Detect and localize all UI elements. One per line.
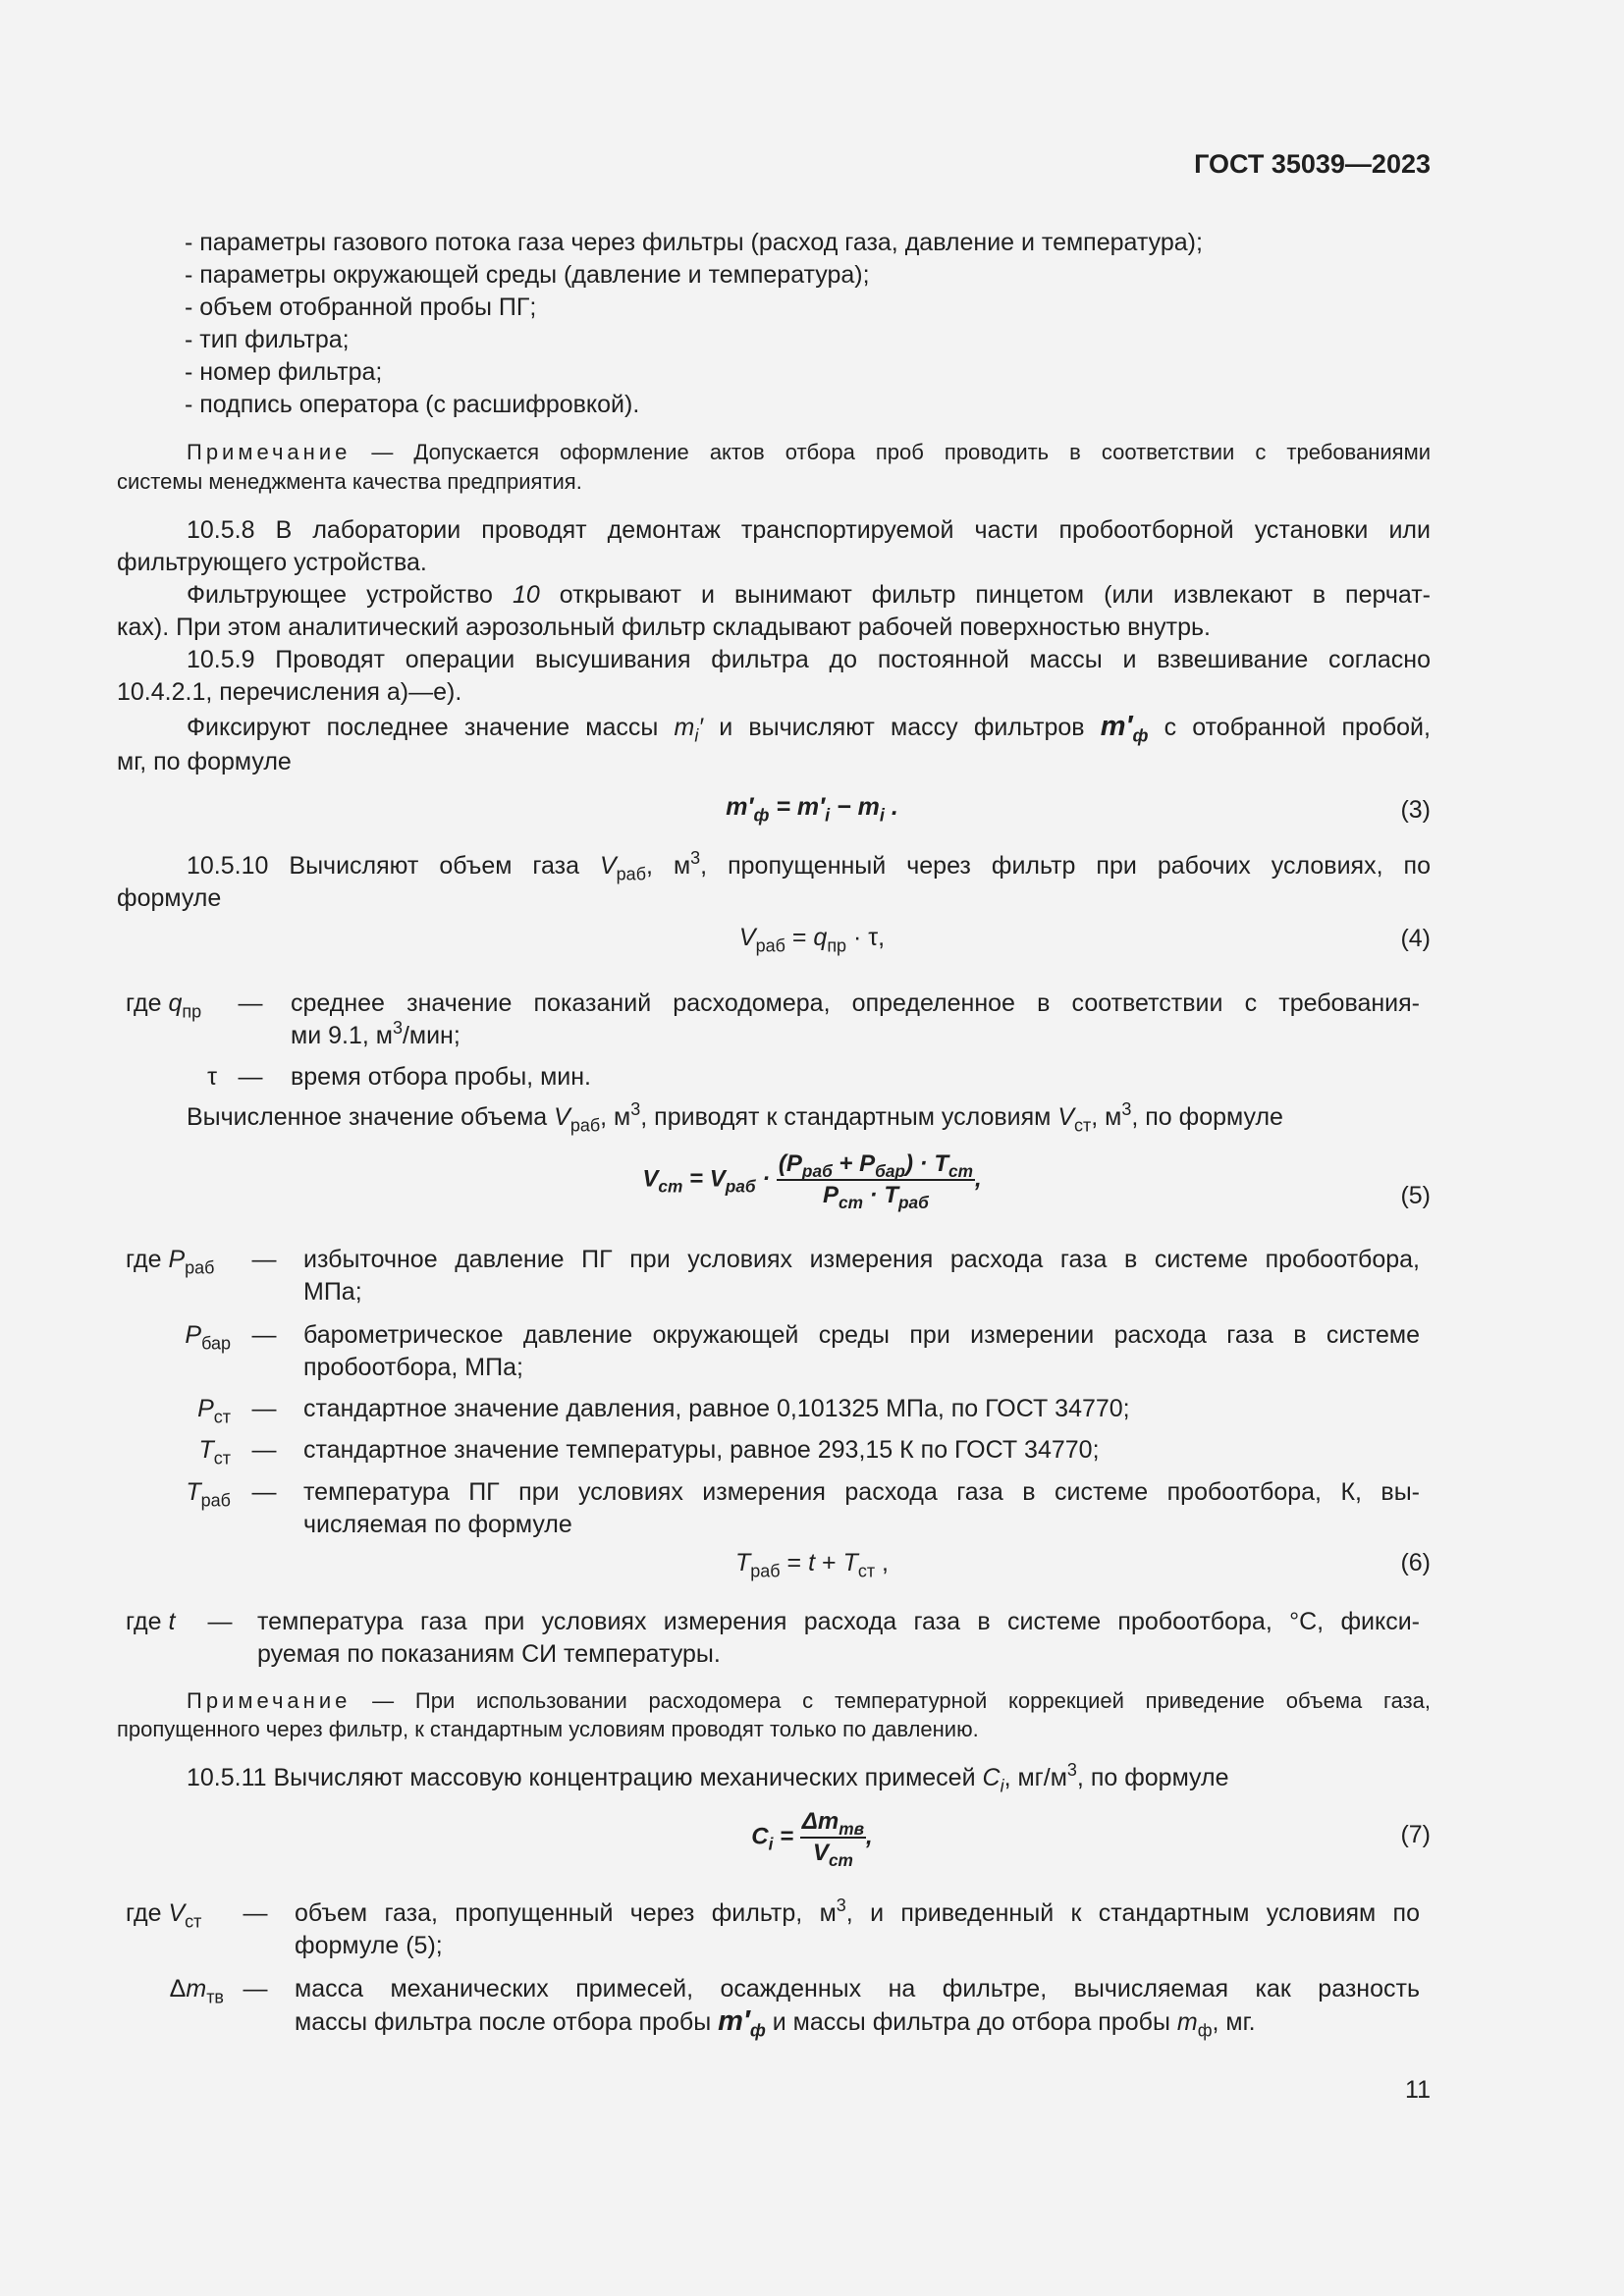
list-item: - номер фильтра; <box>185 358 383 386</box>
dash: — <box>238 989 263 1017</box>
where-t-symbol: где t <box>126 1608 176 1635</box>
formula-7: $C_i$ = $\frac{\Delta m_{тв}}{V_{ст}}$ , <box>751 1808 873 1871</box>
note-label: Примечание <box>187 1688 352 1713</box>
note-label: Примечание <box>187 440 352 464</box>
list-item: - параметры газового потока газа через фильтры (расход газа, давление и температура); <box>185 229 1203 256</box>
note-1-line2: системы менеджмента качества предприятия. <box>117 469 582 494</box>
paragraph-10-5-8-line2: фильтрующего устройства. <box>117 549 427 576</box>
where-q-definition: среднее значение показаний расходомера, определенное в соответствии с требования- <box>291 989 1420 1017</box>
equation-number: (6) <box>1400 1549 1431 1576</box>
dash: — <box>251 1395 277 1422</box>
where-q-symbol: где $q_{пр}$ <box>126 989 202 1022</box>
paragraph-10-5-11: 10.5.11 Вычисляют массовую концентрацию механических примесей $C_i$, $мг/м^3$, по формуле <box>187 1760 1229 1796</box>
paragraph-filter-line2: ках). При этом аналитический аэрозольный фильтр складывают рабочей поверхностью внутрь. <box>117 614 1211 641</box>
fraction: $\frac{(P_{раб} + P_{бар}) \cdot T_{ст}}{P_{ст} \cdot T_{раб}}$ <box>778 1150 973 1213</box>
dash: — <box>251 1246 277 1273</box>
dash: — <box>207 1608 233 1635</box>
dash: — <box>243 1899 268 1927</box>
list-item: - подпись оператора (с расшифровкой). <box>185 391 640 418</box>
where-p-st-symbol: $P_{ст}$ <box>197 1395 231 1427</box>
where-v-st-definition: объем газа, пропущенный через фильтр, $м^3$, и приведенный к стандартным условиям по <box>295 1896 1420 1927</box>
dash: — <box>251 1478 277 1506</box>
paragraph-fix-line2: мг, по формуле <box>117 748 292 775</box>
where-q-definition-line2: ми 9.1, $м^3$/мин; <box>291 1018 460 1049</box>
equation-number: (7) <box>1400 1821 1431 1848</box>
where-p-st-definition: стандартное значение давления, равное 0,101325 МПа, по ГОСТ 34770; <box>303 1395 1130 1422</box>
document-header: ГОСТ 35039—2023 <box>1194 149 1431 179</box>
where-p-rab-symbol: где $P_{раб}$ <box>126 1246 215 1278</box>
paragraph-10-5-10-line2: формуле <box>117 884 222 912</box>
paragraph-10-5-9-line2: 10.4.2.1, перечисления а)—е). <box>117 678 462 706</box>
dash: — <box>238 1063 263 1091</box>
where-t-rab-definition: температура ПГ при условиях измерения расхода газа в системе пробоотбора, К, вы- <box>303 1478 1420 1506</box>
where-v-st-symbol: где $V_{ст}$ <box>126 1899 202 1932</box>
note-2-line2: пропущенного через фильтр, к стандартным условиям проводят только по давлению. <box>117 1717 979 1741</box>
where-tau-definition: время отбора пробы, мин. <box>291 1063 591 1091</box>
where-t-rab-definition-line2: числяемая по формуле <box>303 1511 572 1538</box>
page-number: 11 <box>1405 2076 1431 2104</box>
where-delta-m-definition: масса механических примесей, осажденных на фильтре, вычисляемая как разность <box>295 1975 1420 2002</box>
equation-number: (3) <box>1400 796 1431 824</box>
where-p-bar-symbol: $P_{бар}$ <box>185 1321 231 1354</box>
where-t-definition: температура газа при условиях измерения расхода газа в системе пробоотбора, °С, фикси- <box>257 1608 1420 1635</box>
formula-3: $m'_ф = m'_i - m_i$ . <box>726 793 898 826</box>
equation-number: (4) <box>1400 925 1431 952</box>
where-t-definition-line2: руемая по показаниям СИ температуры. <box>257 1640 721 1668</box>
where-t-st-symbol: $T_{ст}$ <box>198 1436 231 1468</box>
where-tau-symbol: τ <box>207 1063 217 1091</box>
where-delta-m-definition-line2: массы фильтра после отбора пробы $m'_ф$ и массы фильтра до отбора пробы $m_ф$, мг. <box>295 2005 1256 2041</box>
where-p-bar-definition-line2: пробоотбора, МПа; <box>303 1354 523 1381</box>
where-p-rab-definition: избыточное давление ПГ при условиях измерения расхода газа в системе пробоотбора, <box>303 1246 1420 1273</box>
paragraph-filter: Фильтрующее устройство 10 открывают и вынимают фильтр пинцетом (или извлекают в перчат- <box>187 581 1431 609</box>
formula-4: $V_{раб} = q_{пр} \cdot \tau$, <box>738 924 886 956</box>
where-v-st-definition-line2: формуле (5); <box>295 1932 443 1959</box>
formula-6: $T_{раб} = t + T_{ст}$ , <box>734 1549 889 1581</box>
list-item: - объем отобранной пробы ПГ; <box>185 294 537 321</box>
equation-number: (5) <box>1400 1182 1431 1209</box>
paragraph-fix: Фиксируют последнее значение массы $m_i'$ и вычисляют массу фильтров $m'_ф$ с отобранной пробой, <box>187 711 1431 746</box>
formula-5: $V_{ст} = V_{раб}$ · $\frac{(P_{раб} + P_{бар}) \cdot T_{ст}}{P_{ст} \cdot T_{раб}}$ , <box>642 1150 982 1213</box>
paragraph-10-5-8: 10.5.8 В лаборатории проводят демонтаж транспортируемой части пробоотборной установки или <box>187 516 1431 544</box>
paragraph-conversion: Вычисленное значение объема $V_{раб}$, $м^3$, приводят к стандартным условиям $V_{ст}$, $м^3$, по формуле <box>187 1099 1283 1136</box>
dash: — <box>251 1321 277 1349</box>
paragraph-10-5-10: 10.5.10 Вычисляют объем газа $V_{раб}$, $м^3$, пропущенный через фильтр при рабочих условиях, по <box>187 848 1431 884</box>
list-item: - параметры окружающей среды (давление и температура); <box>185 261 870 289</box>
paragraph-10-5-9: 10.5.9 Проводят операции высушивания фильтра до постоянной массы и взвешивание согласно <box>187 646 1431 673</box>
where-delta-m-symbol: $\Delta m_{тв}$ <box>169 1975 224 2007</box>
note-2: Примечание — При использовании расходомера с температурной коррекцией приведение объема газа, <box>187 1688 1431 1713</box>
note-1: Примечание — Допускается оформление актов отбора проб проводить в соответствии с требованиями <box>187 440 1431 464</box>
where-p-bar-definition: барометрическое давление окружающей среды при измерении расхода газа в системе <box>303 1321 1420 1349</box>
dash: — <box>243 1975 268 2002</box>
fraction: $\frac{\Delta m_{тв}}{V_{ст}}$ <box>801 1808 865 1871</box>
where-t-st-definition: стандартное значение температуры, равное 293,15 К по ГОСТ 34770; <box>303 1436 1100 1464</box>
where-p-rab-definition-line2: МПа; <box>303 1278 362 1306</box>
list-item: - тип фильтра; <box>185 326 350 353</box>
dash: — <box>251 1436 277 1464</box>
where-t-rab-symbol: $T_{раб}$ <box>186 1478 231 1511</box>
